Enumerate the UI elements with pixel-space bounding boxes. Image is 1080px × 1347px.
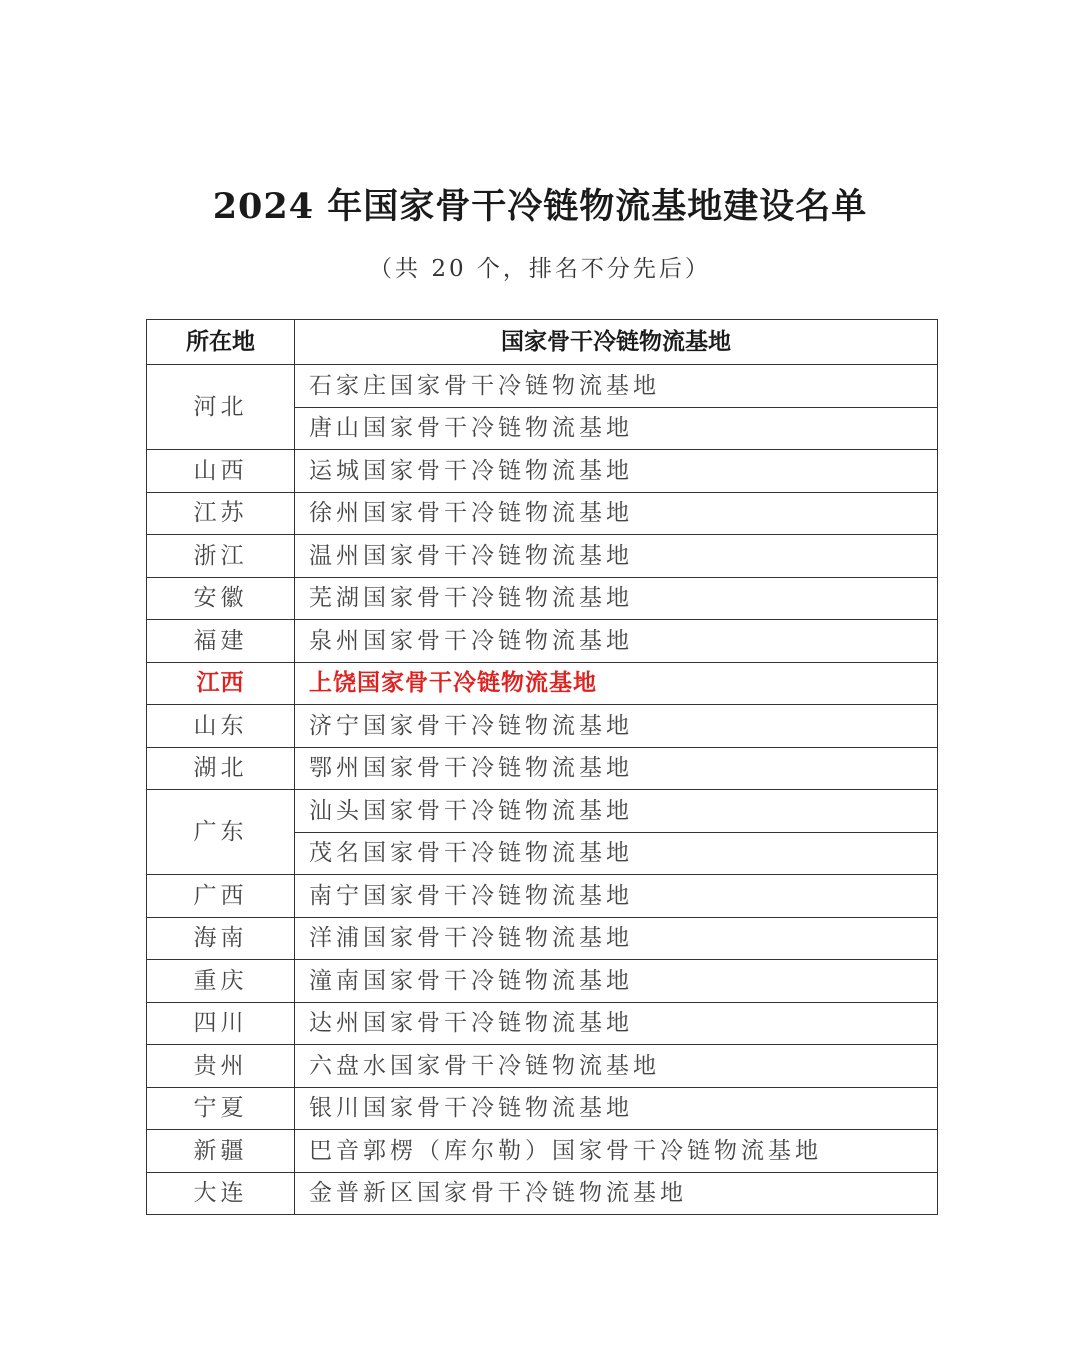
table-row [147,917,938,960]
location-cell: 广西 [147,875,295,918]
header-location: 所在地 [147,320,295,365]
location-cell: 湖北 [147,747,295,790]
table-row [147,705,938,748]
table-row [147,492,938,535]
table-row [147,535,938,578]
location-cell: 海南 [147,917,295,960]
base-name-cell: 上饶国家骨干冷链物流基地 [295,662,938,705]
location-cell: 福建 [147,620,295,663]
header-base: 国家骨干冷链物流基地 [295,320,938,365]
base-name-cell: 汕头国家骨干冷链物流基地 [295,790,938,833]
location-cell: 宁夏 [147,1087,295,1130]
document-title: 2024 年国家骨干冷链物流基地建设名单 [212,186,868,227]
base-name-cell: 银川国家骨干冷链物流基地 [295,1087,938,1130]
location-cell: 安徽 [147,577,295,620]
base-name-cell: 南宁国家骨干冷链物流基地 [295,875,938,918]
base-name-cell: 徐州国家骨干冷链物流基地 [295,492,938,535]
table-row [147,1045,938,1088]
cold-chain-base-table [146,319,938,1215]
base-name-cell: 达州国家骨干冷链物流基地 [295,1002,938,1045]
location-cell: 山西 [147,450,295,493]
table-row [147,1130,938,1173]
base-name-cell: 潼南国家骨干冷链物流基地 [295,960,938,1003]
location-cell: 江苏 [147,492,295,535]
base-name-cell: 运城国家骨干冷链物流基地 [295,450,938,493]
location-cell: 贵州 [147,1045,295,1088]
table-row [147,875,938,918]
base-name-cell: 巴音郭楞（库尔勒）国家骨干冷链物流基地 [295,1130,938,1173]
table-row [147,747,938,790]
location-cell: 山东 [147,705,295,748]
table-row [147,1172,938,1215]
base-name-cell: 唐山国家骨干冷链物流基地 [295,407,938,450]
base-name-cell: 芜湖国家骨干冷链物流基地 [295,577,938,620]
base-name-cell: 石家庄国家骨干冷链物流基地 [295,365,938,408]
base-name-cell: 鄂州国家骨干冷链物流基地 [295,747,938,790]
table-row [147,577,938,620]
base-name-cell: 茂名国家骨干冷链物流基地 [295,832,938,875]
location-cell: 江西 [147,662,295,705]
location-cell: 河北 [147,365,295,450]
document-subtitle: （共 20 个，排名不分先后） [369,256,711,282]
table-row [147,790,938,833]
table-row [147,1087,938,1130]
base-name-cell: 济宁国家骨干冷链物流基地 [295,705,938,748]
location-cell: 四川 [147,1002,295,1045]
table-row [147,960,938,1003]
location-cell: 浙江 [147,535,295,578]
base-name-cell: 金普新区国家骨干冷链物流基地 [295,1172,938,1215]
table-row [147,620,938,663]
table-row [147,450,938,493]
base-name-cell: 温州国家骨干冷链物流基地 [295,535,938,578]
location-cell: 大连 [147,1172,295,1215]
location-cell: 广东 [147,790,295,875]
location-cell: 新疆 [147,1130,295,1173]
base-name-cell: 泉州国家骨干冷链物流基地 [295,620,938,663]
table-row [147,365,938,408]
table-body [147,365,938,1215]
base-name-cell: 六盘水国家骨干冷链物流基地 [295,1045,938,1088]
base-name-cell: 洋浦国家骨干冷链物流基地 [295,917,938,960]
table-header-row [147,320,938,365]
table-row [147,1002,938,1045]
location-cell: 重庆 [147,960,295,1003]
table-row [147,662,938,705]
